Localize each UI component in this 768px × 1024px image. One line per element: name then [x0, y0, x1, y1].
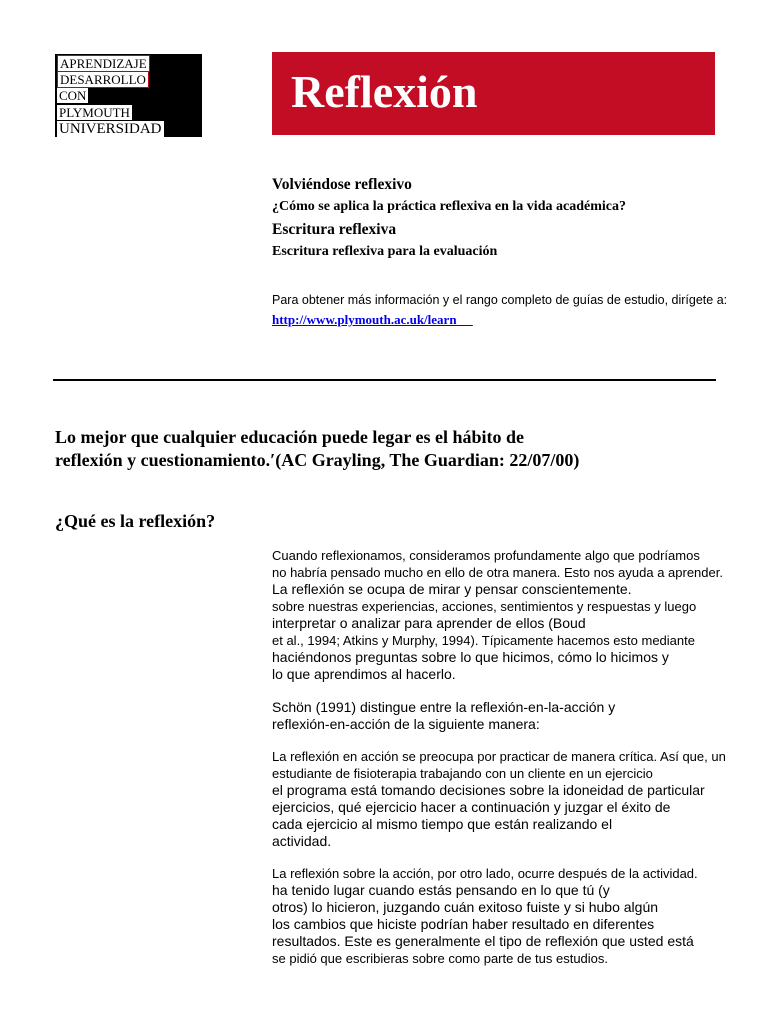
text-line: reflexión-en-acción de la siguiente manera: — [272, 716, 540, 732]
text-line: haciéndonos preguntas sobre lo que hicimos, cómo lo hicimos y — [272, 649, 669, 665]
text-line: Cuando reflexionamos, consideramos profundamente algo que podríamos — [272, 548, 700, 563]
text-line: La reflexión se ocupa de mirar y pensar conscientemente. — [272, 581, 632, 597]
text-line: resultados. Este es generalmente el tipo de reflexión que usted está — [272, 933, 694, 949]
text-line: La reflexión en acción se preocupa por practicar de manera crítica. Así que, un — [272, 749, 726, 764]
section-heading: ¿Qué es la reflexión? — [55, 511, 216, 531]
paragraph — [272, 547, 762, 683]
divider — [53, 379, 716, 381]
logo-line: PLYMOUTH — [59, 105, 130, 120]
text-line: se pidió que escribieras sobre como parte de tus estudios. — [272, 951, 609, 966]
text-line: no habría pensado mucho en ello de otra manera. Esto nos ayuda a aprender. — [272, 565, 723, 580]
quote-line: reflexión y cuestionamiento.′(AC Grayling, The Guardian: 22/07/00) — [55, 450, 580, 470]
text-line: La reflexión sobre la acción, por otro lado, ocurre después de la actividad. — [272, 866, 698, 881]
text-line: estudiante de fisioterapia trabajando con un cliente en un ejercicio — [272, 766, 653, 781]
study-guides-link[interactable] — [272, 312, 473, 328]
university-logo — [55, 54, 202, 137]
toc-item: ¿Cómo se aplica la práctica reflexiva en la vida académica? — [272, 199, 626, 214]
link-text[interactable]: http://www.plymouth.ac.uk/learn — [272, 312, 457, 327]
text-line: ejercicios, qué ejercicio hacer a continuación y juzgar el éxito de — [272, 799, 671, 815]
toc-item: Volviéndose reflexivo — [272, 176, 412, 193]
text-line: sobre nuestras experiencias, acciones, sentimientos y respuestas y luego — [272, 599, 697, 614]
page-title: Reflexión — [291, 66, 478, 117]
paragraph — [272, 699, 762, 733]
info-text: Para obtener más información y el rango completo de guías de estudio, dirígete a: — [272, 293, 728, 307]
text-line: los cambios que hiciste podrían haber resultado en diferentes — [272, 916, 655, 932]
text-line: et al., 1994; Atkins y Murphy, 1994). Típicamente hacemos esto mediante — [272, 633, 695, 648]
text-line: otros) lo hicieron, juzgando cuán exitoso fuiste y si hubo algún — [272, 899, 659, 915]
logo-line: APRENDIZAJE — [57, 55, 150, 72]
quote — [55, 426, 695, 472]
quote-line: Lo mejor que cualquier educación puede legar es el hábito de — [55, 427, 525, 447]
text-line: ha tenido lugar cuando estás pensando en lo que tú (y — [272, 882, 610, 898]
paragraph — [272, 865, 762, 967]
text-line: actividad. — [272, 833, 332, 849]
logo-line: DESARROLLO — [57, 71, 149, 88]
logo-line: UNIVERSIDAD — [59, 121, 162, 137]
text-line: el programa está tomando decisiones sobre la idoneidad de particular — [272, 782, 705, 798]
text-line: interpretar o analizar para aprender de ellos (Boud — [272, 615, 586, 631]
text-line: cada ejercicio al mismo tiempo que están realizando el — [272, 816, 613, 832]
toc-item: Escritura reflexiva — [272, 221, 397, 238]
logo-line: CON — [59, 88, 87, 103]
text-line: lo que aprendimos al hacerlo. — [272, 666, 456, 682]
title-banner — [272, 52, 715, 135]
paragraph — [272, 748, 762, 850]
toc-item: Escritura reflexiva para la evaluación — [272, 244, 498, 259]
text-line: Schön (1991) distingue entre la reflexión-en-la-acción y — [272, 699, 616, 715]
